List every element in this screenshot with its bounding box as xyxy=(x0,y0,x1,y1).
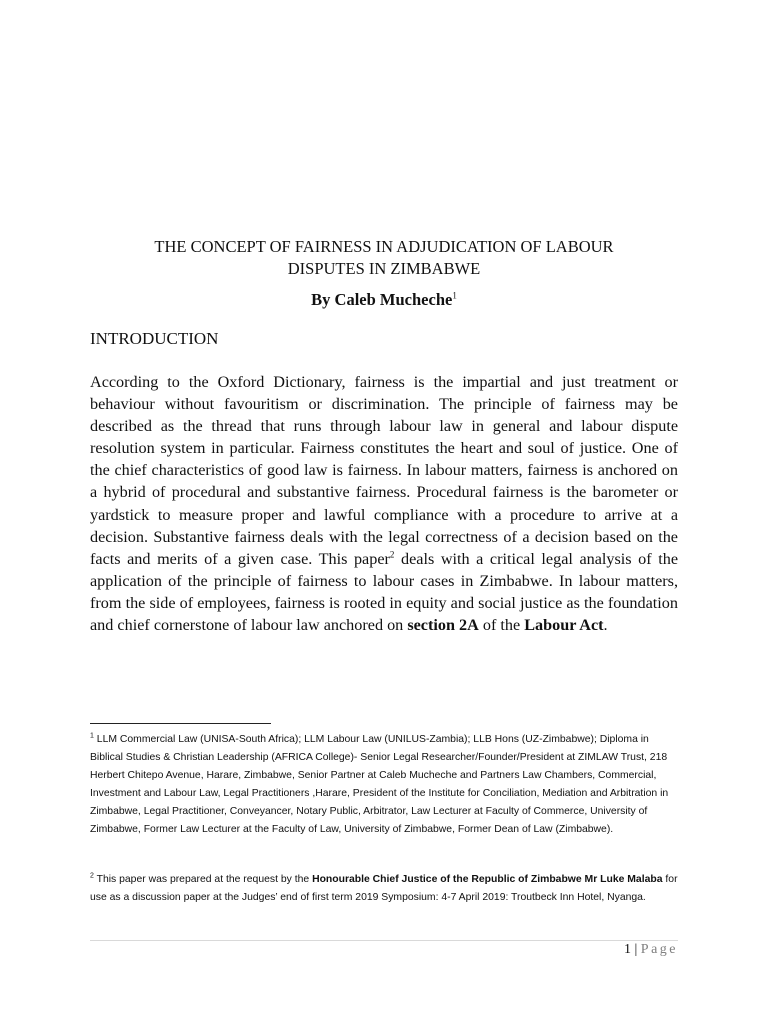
footnote-1 xyxy=(90,731,680,839)
footnote-2-number: 2 xyxy=(90,872,94,880)
labour-act-reference: Labour Act xyxy=(524,616,604,635)
paragraph-text-2: deals with a critical legal analysis of the application of the principle of fairness to labour cases in Zimbabwe. In labour matters, from the side of employees, fairness is rooted in equity and social justice as the foundation and chief cornerstone of labour law anchored on xyxy=(90,549,679,635)
title-line-1: THE CONCEPT OF FAIRNESS IN ADJUDICATION OF LABOUR xyxy=(154,237,614,256)
introduction-paragraph xyxy=(90,371,678,636)
footnote-2-text-after: for use as a discussion paper at the Judges’ end of first term 2019 Symposium: 4-7 April 2019: Troutbeck Inn Hotel, Nyanga. xyxy=(90,874,678,903)
author-line xyxy=(90,290,678,310)
footnote-2 xyxy=(90,871,680,907)
title-line-2: DISPUTES IN ZIMBABWE xyxy=(287,259,481,278)
section-heading-introduction: INTRODUCTION xyxy=(90,329,219,348)
paragraph-text-4: . xyxy=(603,616,608,635)
footnote-ref-2: 2 xyxy=(389,549,395,560)
page-footer xyxy=(624,942,678,958)
author-name: By Caleb Mucheche xyxy=(311,290,453,309)
page-number: 1 xyxy=(623,942,631,957)
footnote-2-bold-text: Honourable Chief Justice of the Republic of Zimbabwe Mr Luke Malaba xyxy=(312,874,663,885)
footnote-ref-1: 1 xyxy=(452,290,457,301)
footnote-2-text-before: This paper was prepared at the request by the xyxy=(93,874,313,885)
page-label: Page xyxy=(640,942,678,957)
footnote-separator xyxy=(90,723,271,724)
footer-separator xyxy=(90,940,678,941)
footnote-1-text: LLM Commercial Law (UNISA-South Africa); LLM Labour Law (UNILUS-Zambia); LLB Hons (UZ-Zimbabwe); Diploma in Biblical Studies & Christian Leadership (AFRICA College)- Senior Legal Researcher/Founder/President at ZIMLAW Trust, 218 Herbert Chitepo Avenue, Harare, Zimbabwe, Senior Partner at Caleb Mucheche and Partners Law Chambers, Commercial, Investment and Labour Law, Legal Practitioners ,Harare, President of the Institute for Conciliation, Mediation and Arbitration in Zimbabwe, Legal Practitioner, Conveyancer, Notary Public, Arbitrator, Law Lecturer at Faculty of Commerce, University of Zimbabwe, Former Law Lecturer at the Faculty of Law, University of Zimbabwe, Former Dean of Law (Zimbabwe). xyxy=(90,734,669,835)
section-2a-reference: section 2A xyxy=(407,616,479,635)
document-title xyxy=(90,236,678,280)
paragraph-text-1: According to the Oxford Dictionary, fairness is the impartial and just treatment or behaviour without favouritism or discrimination. The principle of fairness may be described as the thread that runs through labour law in general and labour dispute resolution system in particular. Fairness constitutes the heart and soul of justice. One of the chief characteristics of good law is fairness. In labour matters, fairness is anchored on a hybrid of procedural and substantive fairness. Procedural fairness is the barometer or yardstick to measure proper and lawful compliance with a procedure to arrive at a decision. Substantive fairness deals with the legal correctness of a decision based on the facts and merits of a given case. This paper xyxy=(90,373,678,568)
paragraph-text-3: of the xyxy=(478,616,525,635)
footnote-1-number: 1 xyxy=(90,732,94,740)
page-separator: | xyxy=(630,942,641,957)
